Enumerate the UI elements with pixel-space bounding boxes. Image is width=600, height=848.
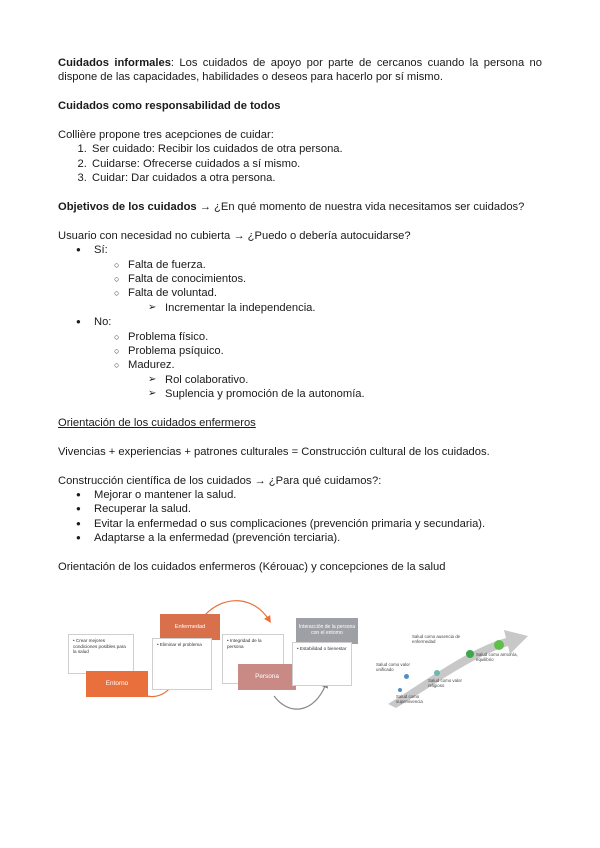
enfermedad-box: • Eliminar el problema xyxy=(152,638,212,690)
construccion-list xyxy=(58,488,542,546)
list-item: ○ Falta de voluntad. xyxy=(58,286,542,300)
list-item: ● Mejorar o mantener la salud. xyxy=(58,488,542,502)
label-ausencia: Salud como ausencia de enfermedad xyxy=(412,634,461,644)
informales-term: Cuidados informales xyxy=(58,57,171,69)
document-page xyxy=(58,56,542,575)
list-item: 3. Cuidar: Dar cuidados a otra persona. xyxy=(90,171,542,185)
usuario-list xyxy=(58,243,542,257)
colliere-intro: Collière propone tres acepciones de cuidar: xyxy=(58,129,274,141)
label-supervivencia: Salud como supervivencia xyxy=(396,694,423,704)
label-unificado: Salud como valor unificado xyxy=(376,662,410,672)
objetivos-term: Objetivos de los cuidados xyxy=(58,201,197,214)
blue-dot-small xyxy=(398,688,402,692)
list-item: 1. Ser cuidado: Recibir los cuidados de otra persona. xyxy=(90,142,542,156)
list-item-no xyxy=(58,315,542,329)
list-item: ○ Falta de fuerza. xyxy=(58,258,542,272)
si-label: Sí: xyxy=(94,244,108,257)
list-item-si xyxy=(58,243,542,257)
responsabilidad-heading: Cuidados como responsabilidad de todos xyxy=(58,100,281,113)
list-item: ● Evitar la enfermedad o sus complicaciones (prevención primaria y secundaria). xyxy=(58,517,542,531)
objetivos-question: → ¿En qué momento de nuestra vida necesitamos ser cuidados? xyxy=(196,201,525,214)
list-item: 2. Cuidarse: Ofrecerse cuidados a sí mismo. xyxy=(90,157,542,171)
no-sublist xyxy=(58,330,542,373)
usuario-intro: Usuario con necesidad no cubierta → ¿Puedo o debería autocuidarse? xyxy=(58,229,411,242)
kerouac-heading: Orientación de los cuidados enfermeros (Kérouac) y concepciones de la salud xyxy=(58,561,446,574)
green-dot xyxy=(466,650,474,658)
construccion-intro: Construcción científica de los cuidados → ¿Para qué cuidamos?: xyxy=(58,474,382,487)
informales-paragraph xyxy=(58,56,542,85)
si-sublist xyxy=(58,258,542,301)
blue-dot xyxy=(404,674,409,679)
list-item: ○ Problema físico. xyxy=(58,330,542,344)
persona-label: Persona xyxy=(238,664,296,690)
vivencias-paragraph: Vivencias + experiencias + patrones culturales = Construcción cultural de los cuidados. xyxy=(58,445,490,458)
usuario-list-no xyxy=(58,315,542,329)
entorno-box: • Crear mejores condiciones posibles para la salud xyxy=(68,634,134,674)
informales-text: : Los cuidados de apoyo por parte de cercanos cuando la persona no dispone de las capacidades, habilidades o deseos para hacerlo por sí mismo. xyxy=(58,57,542,84)
health-conceptions-diagram xyxy=(370,618,530,710)
no-subsublist xyxy=(58,373,542,402)
orientacion-heading: Orientación de los cuidados enfermeros xyxy=(58,417,256,430)
list-item: ○ Falta de conocimientos. xyxy=(58,272,542,286)
label-religioso: Salud como valor religioso xyxy=(428,678,462,688)
teal-dot xyxy=(434,670,440,676)
label-armonia: Salud como armonía, equilibrio xyxy=(476,652,518,662)
green-dot-large xyxy=(494,640,504,650)
list-item: ➢ Rol colaborativo. xyxy=(58,373,542,387)
si-subsublist xyxy=(58,301,542,315)
interaccion-label: Interacción de la persona con el entorno xyxy=(296,618,358,644)
objetivos-paragraph xyxy=(58,200,542,214)
persona-box: • Integridad de la persona xyxy=(222,634,284,684)
enfermedad-label: Enfermedad xyxy=(160,614,220,640)
kerouac-cycle-diagram xyxy=(64,598,360,710)
list-item: ● Recuperar la salud. xyxy=(58,502,542,516)
list-item: ● Adaptarse a la enfermedad (prevención terciaria). xyxy=(58,531,542,545)
list-item: ○ Problema psíquico. xyxy=(58,344,542,358)
list-item: ➢ Incrementar la independencia. xyxy=(58,301,542,315)
list-item: ○ Madurez. xyxy=(58,358,542,372)
colliere-list xyxy=(58,142,542,185)
interaccion-box: • Estabilidad o bienestar xyxy=(292,642,352,686)
entorno-label: Entorno xyxy=(86,671,148,697)
list-item: ➢ Suplencia y promoción de la autonomía. xyxy=(58,387,542,401)
no-label: No: xyxy=(94,316,112,329)
